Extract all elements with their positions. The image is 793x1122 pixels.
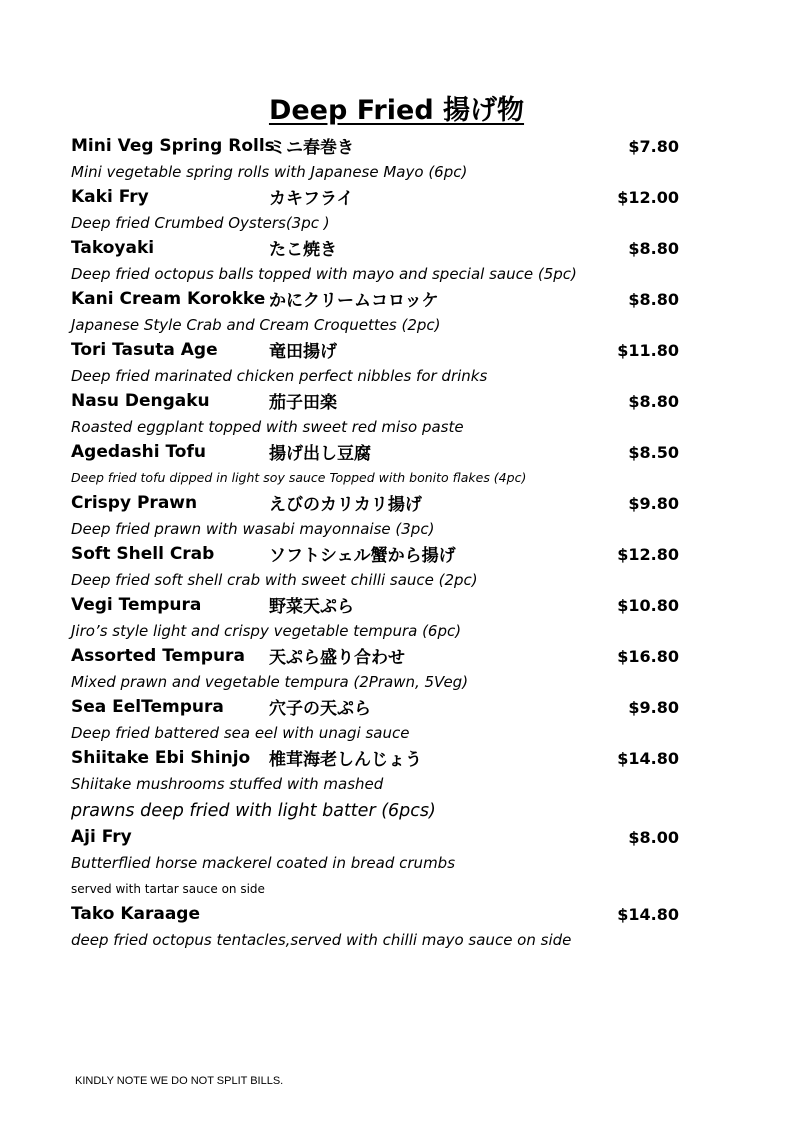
- item-japanese-name: 茄子田楽: [269, 393, 337, 413]
- item-name: Tori Tasuta Age: [71, 340, 218, 360]
- item-japanese-name: 竜田揚げ: [269, 342, 337, 362]
- page-title: [0, 92, 793, 130]
- footer-note: KINDLY NOTE WE DO NOT SPLIT BILLS.: [75, 1075, 284, 1087]
- item-description: Deep fried prawn with wasabi mayonnaise (3pc): [71, 520, 435, 538]
- menu-item: [71, 825, 683, 902]
- item-price: $16.80: [617, 647, 679, 666]
- item-price: $8.80: [628, 290, 679, 309]
- menu-item-header: [71, 134, 683, 159]
- menu-item-header: [71, 902, 683, 927]
- item-price: $8.50: [628, 443, 679, 462]
- item-price: $7.80: [628, 137, 679, 156]
- item-name: Assorted Tempura: [71, 646, 245, 666]
- menu-item: [71, 902, 683, 953]
- item-description: Deep fried soft shell crab with sweet chilli sauce (2pc): [71, 571, 478, 589]
- menu-item-header: [71, 593, 683, 618]
- menu-item-header: [71, 440, 683, 465]
- menu-item: [71, 746, 683, 825]
- item-name: Takoyaki: [71, 238, 155, 258]
- menu-item-header: [71, 695, 683, 720]
- item-name: Shiitake Ebi Shinjo: [71, 748, 251, 768]
- item-description: deep fried octopus tentacles,served with chilli mayo sauce on side: [71, 931, 572, 949]
- item-price: $8.80: [628, 392, 679, 411]
- item-name: Kaki Fry: [71, 187, 149, 207]
- item-price: $14.80: [617, 749, 679, 768]
- menu-item: [71, 593, 683, 644]
- item-description: Japanese Style Crab and Cream Croquettes (2pc): [71, 316, 441, 334]
- item-name: Sea EelTempura: [71, 697, 224, 717]
- menu-item-header: [71, 542, 683, 567]
- item-japanese-name: ソフトシェル蟹から揚げ: [269, 546, 456, 566]
- menu-item-header: [71, 825, 683, 850]
- menu-item-header: [71, 287, 683, 312]
- item-price: $8.00: [628, 828, 679, 847]
- menu-item-header: [71, 338, 683, 363]
- item-name: Soft Shell Crab: [71, 544, 215, 564]
- menu-item-header: [71, 746, 683, 771]
- item-japanese-name: カキフライ: [269, 189, 354, 209]
- item-description: Deep fried tofu dipped in light soy sauce Topped with bonito flakes (4pc): [71, 470, 527, 485]
- item-price: $12.80: [617, 545, 679, 564]
- item-description: Mini vegetable spring rolls with Japanese Mayo (6pc): [71, 163, 468, 181]
- item-description: Deep fried marinated chicken perfect nibbles for drinks: [71, 367, 488, 385]
- page-title-text: Deep Fried 揚げ物: [268, 95, 525, 126]
- menu-item: [71, 134, 683, 185]
- item-name: Agedashi Tofu: [71, 442, 206, 462]
- item-price: $9.80: [628, 494, 679, 513]
- item-price: $11.80: [617, 341, 679, 360]
- menu-item: [71, 185, 683, 236]
- item-price: $10.80: [617, 596, 679, 615]
- item-name: Mini Veg Spring Rolls: [71, 136, 275, 156]
- item-japanese-name: 穴子の天ぷら: [269, 699, 371, 719]
- item-price: $8.80: [628, 239, 679, 258]
- menu-item-header: [71, 389, 683, 414]
- menu-item-header: [71, 236, 683, 261]
- item-description-continued: prawns deep fried with light batter (6pcs): [71, 801, 436, 821]
- item-japanese-name: 天ぷら盛り合わせ: [269, 648, 405, 668]
- item-price: $12.00: [617, 188, 679, 207]
- menu-item: [71, 287, 683, 338]
- item-name: Kani Cream Korokke: [71, 289, 266, 309]
- item-japanese-name: ミニ春巻き: [269, 138, 354, 158]
- menu-item: [71, 644, 683, 695]
- item-description: Jiro’s style light and crispy vegetable tempura (6pc): [71, 622, 462, 640]
- menu-item: [71, 542, 683, 593]
- menu-item: [71, 695, 683, 746]
- item-description: Deep fried battered sea eel with unagi sauce: [71, 724, 410, 742]
- item-description: Mixed prawn and vegetable tempura (2Prawn, 5Veg): [71, 673, 469, 691]
- item-description: Deep fried octopus balls topped with mayo and special sauce (5pc): [71, 265, 577, 283]
- item-name: Nasu Dengaku: [71, 391, 210, 411]
- item-description: Shiitake mushrooms stuffed with mashed: [71, 775, 384, 793]
- item-japanese-name: 野菜天ぷら: [269, 597, 354, 617]
- menu-list: [71, 134, 683, 953]
- item-name: Crispy Prawn: [71, 493, 198, 513]
- item-japanese-name: 椎茸海老しんじょう: [269, 750, 422, 770]
- item-name: Tako Karaage: [71, 904, 200, 924]
- menu-item: [71, 236, 683, 287]
- item-description: Deep fried Crumbed Oysters(3pc ): [71, 214, 330, 232]
- item-description: Butterflied horse mackerel coated in bread crumbs: [71, 854, 456, 872]
- item-japanese-name: かにクリームコロッケ: [269, 291, 439, 311]
- menu-item: [71, 440, 683, 491]
- item-description: Roasted eggplant topped with sweet red miso paste: [71, 418, 464, 436]
- item-japanese-name: 揚げ出し豆腐: [269, 444, 371, 464]
- menu-item-header: [71, 185, 683, 210]
- item-name: Vegi Tempura: [71, 595, 202, 615]
- menu-item: [71, 491, 683, 542]
- menu-item-header: [71, 644, 683, 669]
- item-japanese-name: えびのカリカリ揚げ: [269, 495, 422, 515]
- item-japanese-name: たこ焼き: [269, 240, 337, 260]
- menu-item: [71, 338, 683, 389]
- menu-item: [71, 389, 683, 440]
- item-name: Aji Fry: [71, 827, 132, 847]
- menu-item-header: [71, 491, 683, 516]
- item-price: $9.80: [628, 698, 679, 717]
- item-description-continued: served with tartar sauce on side: [71, 882, 265, 896]
- item-price: $14.80: [617, 905, 679, 924]
